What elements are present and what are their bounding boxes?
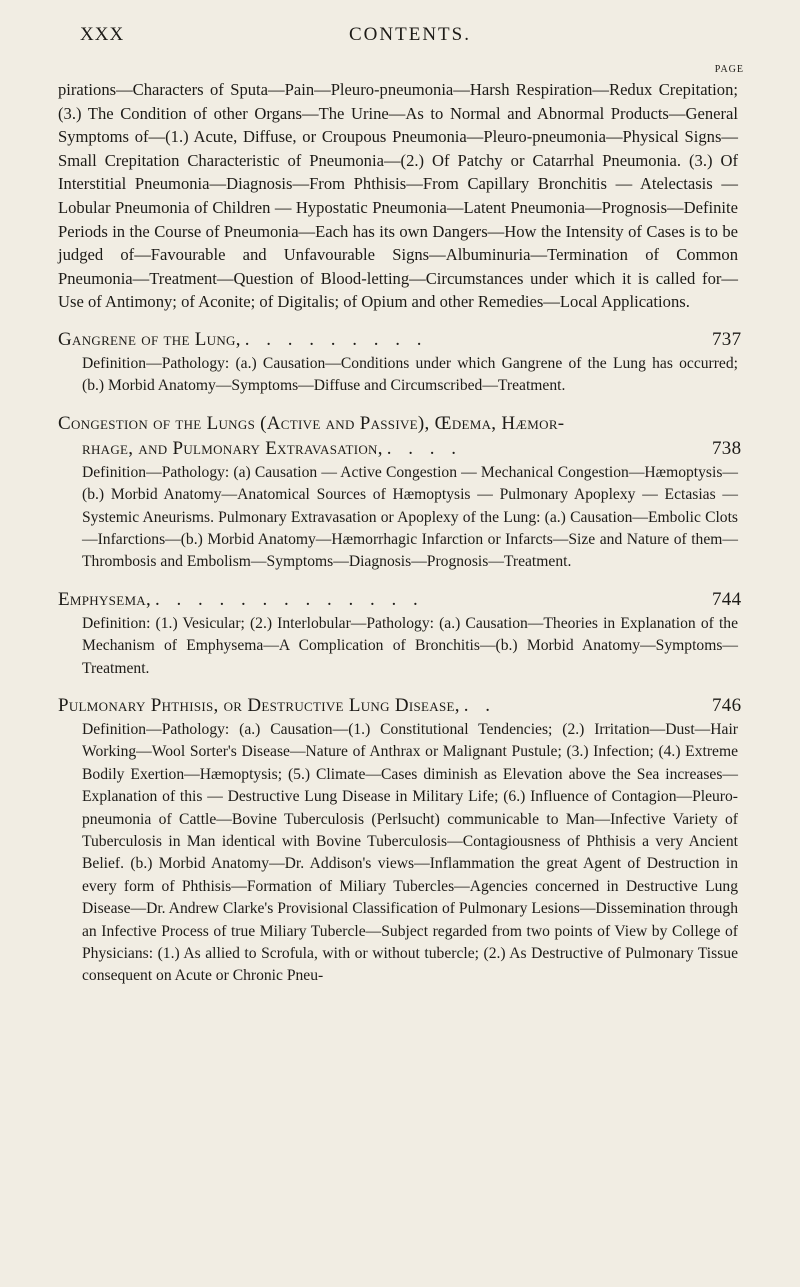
dot-leader: . . [463,695,497,716]
contents-list [58,78,742,988]
entry-heading-text-continued: rhage, and Pulmonary Extravasation, [82,437,383,459]
entry-heading-line2 [58,436,742,461]
entry-heading-text: Congestion of the Lungs (Active and Passive), Œdema, Hæmor- [58,412,565,434]
page-folio: XXX [80,24,125,45]
entry-heading [58,327,742,352]
entry-body: Definition—Pathology: (a.) Causation—Conditions under which Gangrene of the Lung has occurred; (b.) Morbid Anatomy—Symptoms—Diffuse and Circumscribed—Treatment. [82,354,738,395]
entry-heading [58,587,742,612]
toc-entry-emphysema [58,587,742,680]
entry-heading [58,693,742,718]
running-head [80,24,740,48]
dot-leader: . . . . . . . . . [244,328,428,350]
entry-page-number: 744 [712,588,742,610]
entry-page-number: 738 [712,437,742,459]
page-column-label: PAGE [714,64,744,75]
page-title: CONTENTS. [349,24,471,45]
dot-leader: . . . . . . . . . . . . . [155,588,424,610]
entry-heading-text: Gangrene of the Lung, [58,328,241,350]
entry-page-number: 737 [712,328,742,350]
entry-heading-text: Pulmonary Phthisis, or Destructive Lung Disease, [58,695,460,716]
toc-entry-gangrene [58,327,742,398]
entry-page-number: 746 [712,695,742,716]
entry-body: Definition—Pathology: (a.) Causation—(1.) Constitutional Tendencies; (2.) Irritation—Dust—Hair Working—Wool Sorter's Disease—Nature of Anthrax or Malignant Pustule; (3.) Infection; (4.) Extreme Bodily Exertion—Hæmoptysis; (5.) Climate—Cases diminish as Elevation above the Sea increases—Explanation of this — Destructive Lung Disease in Military Life; (6.) Influence of Contagion—Pleuro-pneumonia of Cattle—Bovine Tuberculosis (Perlsucht) communicable to Man—Infective Variety of Tuberculosis in Man identical with Bovine Tuberculosis—Contagiousness of Phthisis a very Ancient Belief. (b.) Morbid Anatomy—Dr. Addison's views—Inflammation the great Agent of Destruction in every form of Phthisis—Formation of Miliary Tubercles—Agencies concerned in Destructive Lung Disease—Dr. Andrew Clarke's Provisional Classification of Pulmonary Lesions—Dissemination through an Infective Process of true Miliary Tubercle—Subject regarded from two points of View by College of Physicians: (1.) As allied to Scrofula, with or without tubercle; (2.) As Destructive of Pulmonary Tissue consequent on Acute or Chronic Pneu- [82,721,738,985]
entry-body: Definition—Pathology: (a) Causation — Active Congestion — Mechanical Congestion—Hæmoptysis—(b.) Morbid Anatomy—Anatomical Sources of Hæmoptysis — Pulmonary Apoplexy — Ectasias — Systemic Aneurisms. Pulmonary Extravasation or Apoplexy of the Lung: (a.) Causation—Embolic Clots—Infarctions—(b.) Morbid Anatomy—Hæmorrhagic Infarction or Infarcts—Size and Nature of them—Thrombosis and Embolism—Symptoms—Diagnosis—Prognosis—Treatment. [82,463,738,571]
toc-entry-congestion [58,411,742,574]
toc-entry-phthisis [58,693,742,988]
entry-heading-text: Emphysema, [58,588,152,610]
dot-leader: . . . . [386,437,463,459]
entry-heading [58,411,742,461]
continuation-paragraph: pirations—Characters of Sputa—Pain—Pleuro-pneumonia—Harsh Respiration—Redux Crepitation; (3.) The Condition of other Organs—The Urine—As to Normal and Abnormal Products—General Symptoms of—(1.) Acute, Diffuse, or Croupous Pneumonia—Pleuro-pneumonia—Physical Signs—Small Crepitation Characteristic of Pneumonia—(2.) Of Patchy or Catarrhal Pneumonia. (3.) Of Interstitial Pneumonia—Diagnosis—From Phthisis—From Capillary Bronchitis — Atelectasis — Lobular Pneumonia of Children — Hypostatic Pneumonia—Latent Pneumonia—Prognosis—Definite Periods in the Course of Pneumonia—Each has its own Dangers—How the Intensity of Cases is to be judged of—Favourable and Unfavourable Signs—Albuminuria—Termination of Common Pneumonia—Treatment—Question of Blood-letting—Circumstances under which it is called for—Use of Antimony; of Aconite; of Digitalis; of Opium and other Remedies—Local Applications. [58,80,738,312]
entry-body: Definition: (1.) Vesicular; (2.) Interlobular—Pathology: (a.) Causation—Theories in Explanation of the Mechanism of Emphysema—A Complication of Bronchitis—(b.) Morbid Anatomy—Symptoms—Treatment. [82,614,738,677]
